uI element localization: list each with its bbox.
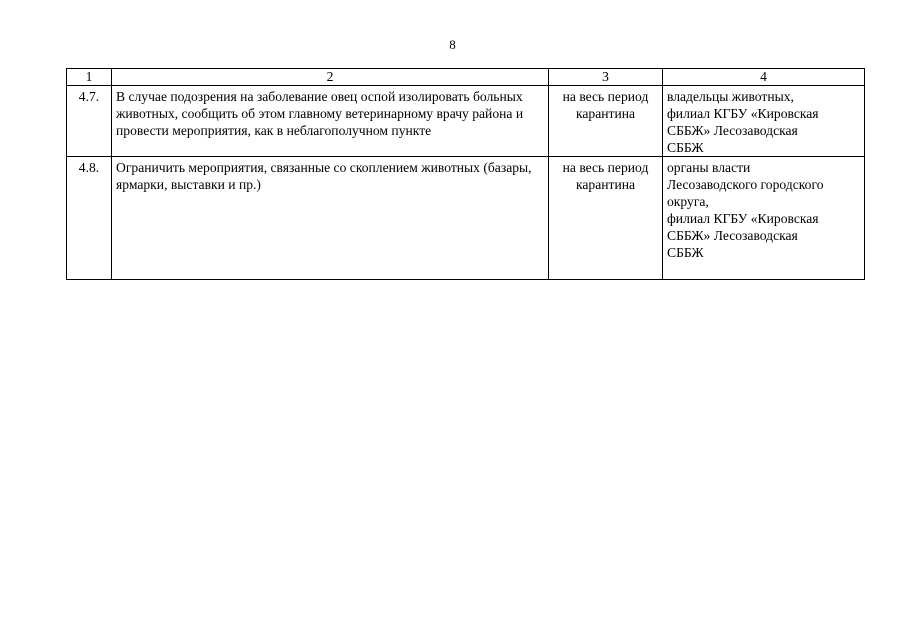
responsible-line: филиал КГБУ «Кировская (667, 106, 819, 121)
responsible-line: СББЖ» Лесозаводская (667, 123, 798, 138)
responsible-line: СББЖ (667, 245, 704, 260)
measures-table (66, 68, 865, 280)
row-action: В случае подозрения на заболевание овец оспой изолировать больных животных, сообщить об этом главному ветеринарному врачу района и провести мероприятия, как в неблагополучном пункте (112, 86, 549, 157)
row-action: Ограничить мероприятия, связанные со скоплением животных (базары, ярмарки, выставки и пр.) (112, 157, 549, 280)
responsible-line: филиал КГБУ «Кировская (667, 211, 819, 226)
row-responsible (663, 157, 865, 280)
period-line: на весь период (562, 89, 649, 104)
row-period (549, 157, 663, 280)
responsible-line: органы власти (667, 160, 751, 175)
responsible-line: СББЖ» Лесозаводская (667, 228, 798, 243)
row-number: 4.8. (67, 157, 112, 280)
period-line: карантина (575, 106, 636, 121)
responsible-line: владельцы животных, (667, 89, 794, 104)
responsible-line: округа, (667, 194, 709, 209)
table-header-row (67, 69, 865, 86)
period-line: карантина (575, 177, 636, 192)
row-number: 4.7. (67, 86, 112, 157)
column-header-4: 4 (663, 69, 865, 86)
period-line: на весь период (562, 160, 649, 175)
column-header-1: 1 (67, 69, 112, 86)
row-period (549, 86, 663, 157)
column-header-3: 3 (549, 69, 663, 86)
row-responsible (663, 86, 865, 157)
responsible-line: СББЖ (667, 140, 704, 155)
responsible-line: Лесозаводского городского (667, 177, 824, 192)
page-number: 8 (449, 37, 456, 52)
table-row (67, 157, 865, 280)
table-row (67, 86, 865, 157)
column-header-2: 2 (112, 69, 549, 86)
